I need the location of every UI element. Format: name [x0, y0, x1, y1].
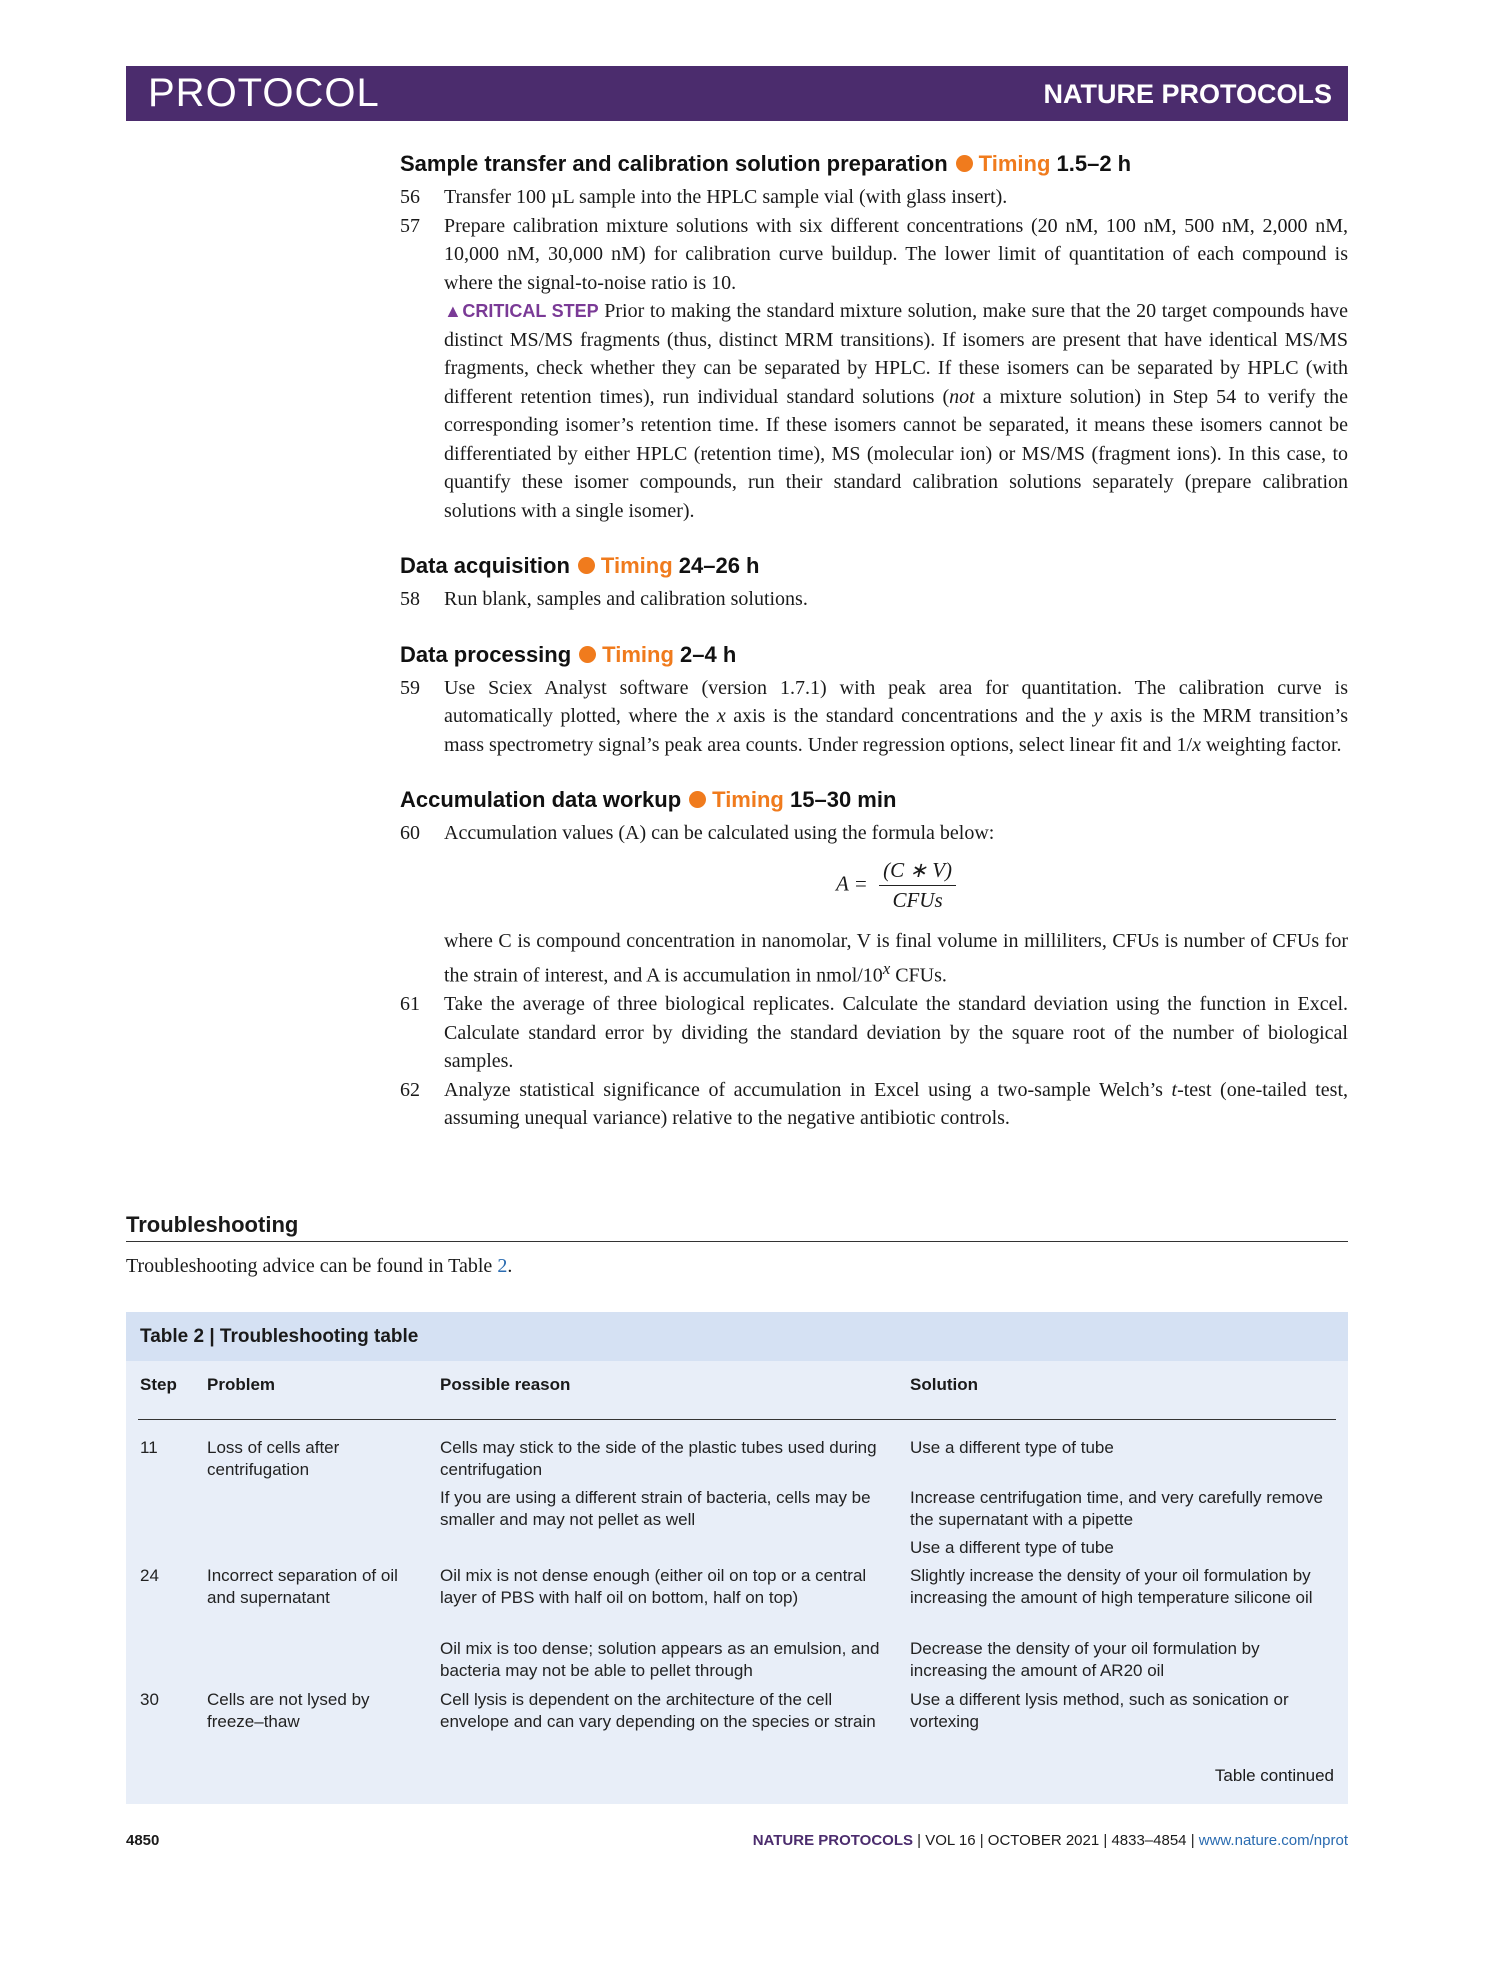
- col-reason: Possible reason: [440, 1375, 571, 1394]
- table-cell: Use a different type of tube: [910, 1538, 1114, 1557]
- table-cell: Use a different type of tube: [910, 1438, 1114, 1457]
- timing-dot-icon: [689, 791, 706, 808]
- accumulation-formula: A = $\frac{(C ∗ V)}{\text{CFUs}}$: [400, 858, 1348, 913]
- step-58: 58 Run blank, samples and calibration solutions.: [400, 588, 808, 610]
- journal-label: NATURE PROTOCOLS: [1043, 79, 1332, 109]
- col-solution: Solution: [910, 1375, 978, 1394]
- table-title: Table 2 | Troubleshooting table: [126, 1312, 1348, 1361]
- section-heading: Data processing Timing 2–4 h: [400, 641, 737, 667]
- table-cell: Oil mix is too dense; solution appears as an emulsion, and bacteria may not be able to pellet through: [440, 1639, 880, 1680]
- table-cell: 30: [140, 1690, 159, 1709]
- table-cell: If you are using a different strain of bacteria, cells may be smaller and may not pellet as well: [440, 1488, 871, 1529]
- troubleshooting-text: Troubleshooting advice can be found in Table 2.: [126, 1255, 513, 1277]
- table-cell: Use a different lysis method, such as sonication or vortexing: [910, 1690, 1289, 1731]
- step-61: 61 Take the average of three biological replicates. Calculate the standard deviation using the function in Excel. Calculate standard error by dividing the standard deviation by the square root of the number of biological samples.: [400, 993, 1348, 1073]
- col-step: Step: [140, 1375, 177, 1394]
- table-cell: Slightly increase the density of your oil formulation by increasing the amount of high temperature silicone oil: [910, 1566, 1313, 1607]
- timing-dot-icon: [579, 646, 596, 663]
- header-banner: [126, 66, 1348, 121]
- citation: NATURE PROTOCOLS | VOL 16 | OCTOBER 2021 | 4833–4854 | www.nature.com/nprot: [752, 1832, 1348, 1849]
- table-cell: 24: [140, 1566, 159, 1585]
- troubleshooting-heading: Troubleshooting: [126, 1212, 1348, 1242]
- step-59: 59 Use Sciex Analyst software (version 1.7.1) with peak area for quantitation. The calibration curve is automatically plotted, where the x axis is the standard concentrations and the y axis is the MRM transition’s mass spectrometry signal’s peak area counts. Under regression options, select linear fit and 1/x weighting factor.: [400, 676, 1348, 756]
- troubleshooting-table: [126, 1312, 1348, 1804]
- formula-explanation: where C is compound concentration in nanomolar, V is final volume in milliliters, CFUs is number of CFUs for the strain of interest, and A is accumulation in nmol/10$^x$ CFUs.: [444, 929, 1348, 987]
- critical-step: ▲CRITICAL STEP Prior to making the standard mixture solution, make sure that the 20 target compounds have distinct MS/MS fragments (thus, distinct MRM transitions). If isomers are present that have identical MS/MS fragments, check whether they can be separated by HPLC. If these isomers can be separated by HPLC (with different retention times), run individual standard solutions (not a mixture solution) in Step 54 to verify the corresponding isomer’s retention time. If these isomers cannot be separated, it means these isomers cannot be differentiated by either HPLC (retention time), MS (molecular ion) or MS/MS (fragment ions). In this case, to quantify these isomer compounds, run their standard calibration solutions separately (prepare calibration solutions with a single isomer).: [444, 300, 1349, 522]
- critical-step-label: ▲CRITICAL STEP: [444, 301, 599, 321]
- section-heading: Data acquisition Timing 24–26 h: [400, 553, 760, 578]
- journal-url-link[interactable]: www.nature.com/nprot: [1198, 1832, 1348, 1849]
- col-problem: Problem: [207, 1375, 276, 1394]
- main-content: [400, 149, 1348, 1133]
- table-cell: Incorrect separation of oil and supernatant: [207, 1566, 398, 1607]
- page-number: 4850: [126, 1832, 160, 1849]
- table-cell: Cells are not lysed by freeze–thaw: [207, 1690, 370, 1731]
- step-57: 57 Prepare calibration mixture solutions with six different concentrations (20 nM, 100 nM, 500 nM, 2,000 nM, 10,000 nM, 30,000 nM) for calibration curve buildup. The lower limit of quantitation of each compound is where the signal-to-noise ratio is 10.: [400, 214, 1348, 294]
- table-cell: Decrease the density of your oil formulation by increasing the amount of AR20 oil: [910, 1639, 1260, 1680]
- step-62: 62 Analyze statistical significance of accumulation in Excel using a two-sample Welch’s t-test (one-tailed test, assuming unequal variance) relative to the negative antibiotic controls.: [400, 1078, 1349, 1130]
- table-cell: Cell lysis is dependent on the architecture of the cell envelope and can vary depending on the species or strain: [440, 1690, 876, 1731]
- step-60: 60 Accumulation values (A) can be calculated using the formula below:: [400, 822, 995, 844]
- header-divider: [138, 1419, 1336, 1420]
- table-cell: Oil mix is not dense enough (either oil on top or a central layer of PBS with half oil on bottom, half on top): [440, 1566, 867, 1607]
- timing-dot-icon: [578, 557, 595, 574]
- section-heading: Sample transfer and calibration solution preparation Timing 1.5–2 h: [400, 151, 1132, 176]
- table-cell: 11: [140, 1438, 158, 1457]
- table-continued-note: Table continued: [1214, 1766, 1334, 1785]
- timing-dot-icon: [956, 155, 973, 172]
- protocol-label: PROTOCOL: [148, 71, 380, 115]
- table-cell: Increase centrifugation time, and very carefully remove the supernatant with a pipette: [910, 1488, 1323, 1529]
- table-cell: Cells may stick to the side of the plastic tubes used during centrifugation: [440, 1438, 877, 1479]
- step-56: 56 Transfer 100 µL sample into the HPLC sample vial (with glass insert).: [400, 186, 1008, 208]
- section-heading: Accumulation data workup Timing 15–30 min: [400, 787, 897, 812]
- table-link[interactable]: 2: [497, 1255, 508, 1277]
- table-cell: Loss of cells after centrifugation: [207, 1438, 340, 1479]
- table-header-row: [126, 1361, 1348, 1417]
